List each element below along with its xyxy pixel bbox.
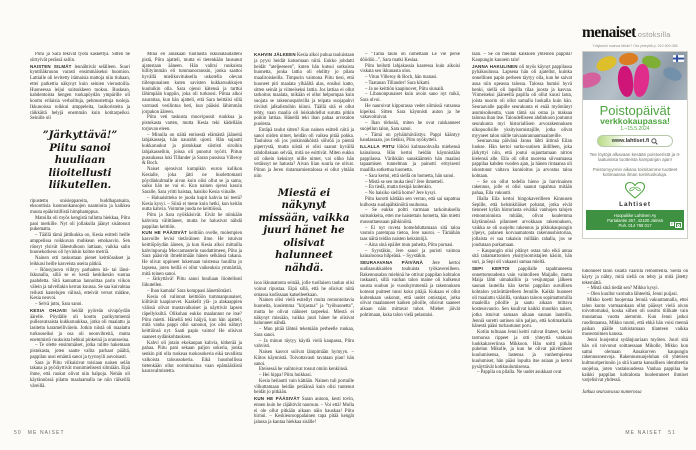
paragraph-text: – Mistä sinä tiedät sen? Mikko kysyi. <box>587 286 659 292</box>
paragraph-text: Piitu kurotti kättään sen verran, että sai napattua kulhosta suolapähkinöitä suuhunsa. <box>360 196 460 208</box>
body-paragraph <box>30 216 130 233</box>
body-paragraph <box>142 196 242 213</box>
paragraph-text: ripustettu unisieppareita, buddhapatsaita, eksoottisia luonnonkansojen naamioita ja kaikkea muuta epäkristillistä himphamppua. <box>30 198 130 215</box>
body-paragraph <box>360 104 460 121</box>
body-paragraph <box>360 92 460 104</box>
paragraph-text: – Olen kuullut varmalta lähteeltä, Jenni puijasi. <box>587 292 678 297</box>
to-be-continued-note: Jatkuu seuraavassa numerossa <box>582 390 642 395</box>
body-paragraph <box>472 52 572 64</box>
paragraph-text: – Taatanan Tillander! Sara kikatti. <box>365 80 431 86</box>
paragraph-text: – Ei nyt ruveta homehduttamaan sitä taloa vastoin parempaa tietoa, Jere nauroi. – Tämähän taas näitä teidän naisten keksintöjä. <box>360 225 460 242</box>
paragraph-text: – Se on ollut todella hieno ja harvinainen rakennus, jolle ei olisi saanut tapahtua mitään pahaa, Eila vakuutti. <box>472 179 572 196</box>
body-paragraph <box>142 213 242 230</box>
paragraph-text: isoa ikkunatonta seinää, jolle tuollaisen taulun olisi voinut ripustaa. Eipä sillä, että he olisivat niitä omassa kodissaan katselleetkaan. <box>254 281 354 298</box>
paragraph-text: löhösi kulmasohvalla miehensä kainalossa. Hän kertoi heidän käynnistään pappilassa. Värikkäin sanakääntein hän maalasi tapaamisen tunnelman ja painotti erityisesti maalilla sotkettua huonetta. <box>360 145 460 173</box>
body-paragraph <box>254 52 354 128</box>
paragraph-text: Piitu ja Sara tekivät työtä käskettyä. Sitten he siirtyivät perässä saliin. <box>30 52 130 63</box>
paragraph-text: Eteisessä he vaihtoivat tossut omiin kenkiinsä. <box>259 367 349 373</box>
page-footer-right <box>619 430 676 436</box>
body-paragraph <box>142 277 242 289</box>
paragraph-text: – Ja minun täytyy käydä vielä kaupassa, Piitu vahvisti. <box>254 338 354 350</box>
body-paragraph <box>254 396 354 424</box>
instagram-icon[interactable] <box>675 222 682 229</box>
pull-quote: Miestä ei näkynyt missään, vaikka juuri hänet he olisivat halunneet nähdä. <box>258 186 350 274</box>
section-lead-in: NAISTEN SILMÄT <box>30 63 72 69</box>
body-paragraph <box>30 199 130 216</box>
masthead-brand: menaiset <box>582 24 636 41</box>
body-paragraph <box>360 260 460 319</box>
paragraph-text: Naiset ojensivat kumpikin euron kolikon Kesialle, joka jätti ne huolettomasti pöydänkulmalle aivan kuin olisi ollut se ja sama, saiko hän ne vai ei. Kun nainen ojensi kassin Saralle, Sara yritti haistaa, haisiko Kesia viinalle. <box>142 167 242 195</box>
paragraph-text: tuhonneet talon sisältä väärillä remonteilla. Siellä on käyty ja nähty, mitä siellä on tehty ja mitä jätetty tekemättä. <box>582 269 688 286</box>
paragraph-text: Seuraavana päivänä Janna lähti äitinsä Eilan luokse. Hän kertoi surku-uutisen äidilleen, joka järkyttyi niin, että joutui sujauttamaan nitron kielensä alle. Eila oli ollut nuorena siivoamassa pappilaa kahden vuoden ajan, ja hänen rintaansa oli iskostunut valtava kunnioitus ja arvostus taloa kohtaan. <box>472 139 572 179</box>
ad-headline: Poistopäivät <box>599 103 671 118</box>
section-lead-in: JANNA HAKULINEN <box>472 63 518 69</box>
felt-shoes-photo <box>583 52 687 100</box>
paragraph-text: Jere kertoi uudisasukkaiden touhuista työkavereilleen. Rakennusalan miehinä he ottivat pappilan kohtalon raskaasti, sillä vanhan talon maine oli kulkenut suusta suuhun jo vuosikymmeniä ja rakennuksen komeat puitteet tunsi koko pitäjä. Kukaan ei ollut kuitenkaan uskonut, että uudet omistajat, jotka olivat maalanneet kaiken piloille, olisivat saaneet aikaan näin mittavat tuhot. Miehet jäivät pohtimaan, kuka talon vielä pelastaisi. <box>360 261 460 318</box>
body-paragraph <box>360 133 460 145</box>
magazine-brand: ME NAISET <box>27 430 65 436</box>
body-paragraph <box>142 295 242 341</box>
paragraph-text: – Ja ne keittiön kaapinovet, Piitu siunaili. <box>365 86 445 92</box>
ad-section-masthead <box>582 24 688 43</box>
body-paragraph <box>30 233 130 256</box>
ad-url-text: www.lahtiset.fi <box>611 138 650 144</box>
body-paragraph <box>360 52 460 64</box>
section-lead-in: KAHVIN JÄLKEEN <box>254 52 296 57</box>
paragraph-text: – Aina sinä epäilet mun puheita, Piitu purnasi. <box>365 242 454 248</box>
paragraph-text: – Kaupungin olisi pitänyt ostaa talo eikä antaa sitä taitamattomien yksityisomistajien käsiin, hän suri, ja Sepi oli vakaasti samaa mieltä. <box>472 248 572 265</box>
paragraph-text: – Ihan kamala! Sara komppasi äänettömästi. <box>147 288 232 294</box>
section-lead-in: SEURAAVANA PÄIVÄNÄ <box>360 260 423 265</box>
body-paragraph <box>582 269 688 286</box>
paragraph-text: – Pappila on pilalla. Ne uudet asukkaat ovat <box>477 370 562 376</box>
paragraph-text: – Täällä tämä jättikukka on, Kesia esitteli heille amppelissa roikkuvan muhkean emokasvin. Sen rönsyt ylsivät lähestulkoon lattiaan, vaikka salin huonekorkeus oli hyvinkin kolme metriä. <box>30 233 130 256</box>
finnish-flag-icon <box>673 55 684 62</box>
paragraph-text: – Minulla on näitä entisestä elämästä jääneitä lahjakasseja, hän naurahti ujosti. Hän sujautti kukkaruukut ja pistokkaat siististi siroihin lahjakasseihin, joissa oli punotut nyörit. Piitun pussukassa luki Tillander ja Saran pussissa Villeroy & Boch. <box>142 132 242 167</box>
paragraph-text: – Hei hippa! Piitu huikkasi. <box>259 373 312 378</box>
paragraph-text: Saran autoon, kesti tovin, ennen kuin he räjähtivät nauruun. – Voi että! Mulla ei ole ollut pitkään aikaan näin hauskaa! Piitu hirnui. – Keskieurooppalainen tapa pitää kengät jalassa ja kantaa hiekkaa sisälle! <box>254 397 354 424</box>
body-paragraph <box>472 180 572 197</box>
paragraph-text: Kesia oli valinnut keittiöön tummanpunaiset, kiiltävät kaapinovet. Kaakelit ylä- ja alakaappien välissä olivat mustavalkoiset ja näyttivät lapsen räpellyksiltä. Olikohan eukko maalannut ne itse? Piitu mietti. Hänellä teki häijyä, kun hän ajatteli, mitä vanha pappi olisi sanonut, jos olisi nähnyt keittiönsä nyt. Saati papin vaimo! He olisivat saaneet sydänkohtauksen. <box>142 294 242 340</box>
section-lead-in: KESIA OHJASI <box>30 307 67 313</box>
right-column-1 <box>360 52 460 424</box>
body-paragraph <box>360 64 460 76</box>
paragraph-text: – Selvä juttu, Sara sanoi. <box>35 302 83 307</box>
body-paragraph <box>360 226 460 243</box>
page-number: 51 <box>668 430 676 436</box>
paragraph-text: – En tiedä, mutta tiesipä kuitenkin. <box>365 185 433 191</box>
paragraph-text: Piitu ja Sara nyökkäsivät. Eivät he niinkään kahvista välittäneet, mutta he halusivat nähdä pappilan keittiön. <box>142 213 242 230</box>
paragraph-text: heidät pyöreän sivupöydän äärelle. Pöydälle oli koottu parikymmentä pulleavatsaista kukkaruukkua, jotka oli maalattu ja lasitettu karamellivärein. Jotkin niistä oli maalattu turkooseiksi ja osa oli neonvihreitä, mutta enemmistö ruukuista hehkui pinkeinä ja oransseina. <box>30 308 130 343</box>
search-icon <box>651 138 658 145</box>
paragraph-text: keittiön ovelle, molempien kasvoille levisi tietäväinen ilme. He istuivat keittiöpöydän ääreen, ja kun Kesia alkoi mittailla kahvinpuruja Moccamasterin suodattimeen, Piitu ja Sara pääsivät ilmehtimään hänen selkänsä takana. He olivat oppineet lukemaan toistensa huulilta jo lapsena, joten heillä ei ollut vaikeuksia ymmärtää, mitä toinen sanoi. <box>142 231 242 277</box>
body-paragraph <box>582 298 688 338</box>
paragraph-text: Piitu heilutti lahjakassia kaaressa kuin aikoisi viskata sen ikkunasta ulos. <box>360 63 460 75</box>
magenta-felt-boot <box>617 66 634 98</box>
pink-slipper <box>583 70 603 90</box>
body-paragraph <box>142 230 242 277</box>
yellow-clog <box>594 53 618 73</box>
paragraph-text: – Te olette ensimmäiset, jotka tulitte hakemaan pistokasta, joten saatte valita parhaat päältä, pappilan uusi emäntä sanoi ja tyynnyili auvoisasti. <box>30 343 130 360</box>
body-paragraph <box>142 167 242 196</box>
ad-contact-line: Yrityksesi mainos tähän? Ota yhteyttä p. 010 600 085 <box>592 44 678 48</box>
left-column-2 <box>142 52 242 424</box>
body-paragraph <box>30 52 130 64</box>
advertisement[interactable] <box>582 51 688 239</box>
paragraph-text: – No haisiko siellä home? Jere kysyi. <box>365 191 437 196</box>
body-paragraph <box>254 281 354 298</box>
paragraph-text: He nauroivat kippurassa vedet silmissä vatsansa kipeiksi. Sitten Sara käynnisti auton ja he vakavoituivat. <box>360 103 460 121</box>
paragraph-text: Nainen otti taskustaan pienet keittiösakset ja leikkasi heille kasveista useita pätkiä. <box>30 256 130 267</box>
paragraph-text: – Mistä se sen muka tiesi? Jere ihmetteli. <box>365 179 444 185</box>
body-paragraph <box>472 64 572 140</box>
advertiser-phone: Puh. 014 768 017 <box>618 222 652 228</box>
body-paragraph <box>472 139 572 179</box>
paragraph-text: Kesia alkoi puhua tauluistaan ja pyysi heidät katsomaan niitä. Eukko johdatti heidät ”ateljeeseen”, kuten hän kutsui sotkuista huonetta, jonka lattia oli ehditty jo pilata maaliroiskeilla. Timpurin vaimona Piitu tiesi, että huoneet piti maalata ylhäältä alas, ensiksi katto, sitten seinät ja viimeiseksi lattia. Jos lattiaa ei ollut tarkoitus maalata, mikään ei ollut helpompaa kuin suojata se rakennuspahvilla ja teipata suojapahvi tiiviisti jalkalistoihin kiinni. Täällä sitä ei ollut tehty, vaan maalia oli loiskahdellut surutta pitkin poikin lattiaa. Hänellä teki ihan pahaa arvotalon puolesta. <box>254 53 354 127</box>
body-paragraph <box>360 249 460 261</box>
ad-body-text: Poistomyynnin aikana toimitamme tuotteet kotimaassa ilman toimituskuluja. <box>592 166 678 178</box>
body-paragraph <box>360 144 460 174</box>
paragraph-text: Naisen kasvot sulivat lämpimään hymyyn. – Kiitos käynnistä. Toivottavasti tavataan pian! hän sanoi. <box>254 350 354 367</box>
paragraph-text: – Järkyttävä! Piitu sanoi huuliaan liioitellusti liikutellen. <box>142 277 242 288</box>
paragraph-text: – Libanonpunaiset kuin avoin sano nyt mikä, Sara ulvoi. <box>360 92 460 103</box>
body-paragraph <box>30 268 130 303</box>
paragraph-text: – Syystäkin, Jere sanoi ja puristi vaimoa kainaloonsa hilpeänä. – Syystäkin. <box>360 248 460 260</box>
paragraph-text: Minä en ainakaan tuollaista ikkunalaudalleni pistä, Piitu ajatteli, mutta ei tietenkään lausunut ajatustaan ääneen. Hän valitsi ruukuista hillityimmän eli tummanoranssin, jonka saattoi hyvällä mielikuvituksella uskotella olevan tiilenpunainen kuten savisten kukkaruukkujen kuuluikin olla. Sara ojensi kätensä ja tarttui lähimpään kuppiin, joka oli turkoosi. Piitua alkoi naurattaa, kun hän ajatteli, että Sara heittäisi sillä varmasti vesilintua heti, kun pääsisi lähimmän jorpakon ääreen. <box>142 52 242 115</box>
body-paragraph <box>472 330 572 370</box>
paragraph-text: Matoilla oli myös kengistä tullutta hiekkaa, Piitu pani merkille. Nyt oli jollakulla jäänyt sisätossut pukematta. <box>30 215 130 233</box>
body-paragraph <box>30 256 130 268</box>
section-lead-in: ILLALLA PIITU <box>360 144 395 149</box>
body-paragraph <box>142 133 242 168</box>
body-paragraph <box>30 64 130 123</box>
body-paragraph <box>472 266 572 330</box>
section-lead-in: SEPI KERTOI <box>472 265 510 271</box>
paragraph-text: Mikko koetti huojentaa Jenniä vakuuttamalla, ettei talon kunto varmaankaan ollut päässyt vielä aivan toivottomaksi, koska siihen oli uusittu tiilikate vain muutamaa vuotta aiemmin. Kun Jenni jatkoi ruodintaansa, Mikko tuumi, että ehkä hän voisi mennä paikan päälle tarkistamaan tilanteen vaikka museotoimen kanssa. <box>582 297 688 338</box>
ad-subheadline: verkkokaupassa! <box>600 116 670 126</box>
advertiser-name: Huopaliike Lahtinen Ay <box>613 212 657 218</box>
paragraph-text: Kotiin tultuaan Jenni keitti vahvat iltateet, keräsi tarmonsa rippeet ja otti yhteyttä vanhaan luokkakaveriinsa Mikkoon. Hän soitti pitkän puhelun Mikolle, ja kun he olivat päivittäneet kuulumisensa, lastensa ja vanhempiensa kuulumiset, hän pääsi lopulta itse asiaan ja kertoi pysäyttävät kotikuulumisensa. <box>472 330 572 370</box>
left-column-3 <box>254 52 354 424</box>
pull-quote: ”Järkyttävä!” Piitu sanoi huuliaan liioitellusti liikutellen. <box>42 129 118 191</box>
paragraph-text: lennähtivät selälleen. Suuri kynttiläkruunu varasti ensimmäiseksi huomion. Lattialle oli levitetty itämaisia mattoja niin tiuhaan, ettei parkettia näkynyt kuin seinien vierustoilla. Huoneessa leijui suitsukkeen tuoksu. Ruskean, kahdentoista hengen ruokapöydän ympärille oli koottu erilaisia verhoiltuja, pehmustettuja tuoleja. Ikkunoissa roikkui amppeleita, lasikoristeita ja räikkäitä helyjä enemmän kuin kotitarpeiksi. Seinille oli <box>30 64 130 122</box>
section-lead-in: KUN HE PÄÄSIVÄT <box>142 230 187 236</box>
paragraph-text: Illalla Eila kertoi bingokaverilleen Kinnusen Sepille, että helsinkiläiset pohatat, jotka eivät tienneet kylän historiasta eivätkä vanhojen talojen remontoinnista mitään, olivat kuulemma käytännössä pilanneet arvokkaan rakennuksen, vaikka se oli suojeltu rakennus ja pikkukaupungin ylpeys, palanen korvaamatonta rakennushistoriaa, jollaista ei saa takaisin millään rahalla, jos se joudutaan purkamaan. <box>472 196 572 248</box>
body-paragraph <box>254 128 354 180</box>
body-paragraph <box>360 208 460 225</box>
magenta-felt-boot <box>633 63 651 97</box>
heart-logo-icon <box>583 181 687 200</box>
magazine-brand: ME NAISET <box>625 430 663 436</box>
paragraph-text: – Mun pitää lähteä tekemään perheelle ruokaa, Sara sanoi. <box>254 327 354 338</box>
body-paragraph <box>472 197 572 249</box>
page-footer-left <box>14 430 71 436</box>
paragraph-text: taan. – Se on meidän kaikkien yhteinen pappila! Kaupungin kaunein talo! <box>472 52 572 63</box>
section-lead-in: KUN HE PÄÄSIVÄT <box>254 396 300 401</box>
body-paragraph <box>472 370 572 376</box>
body-paragraph <box>142 115 242 132</box>
paragraph-text: Kahvi oli jotain ekokaupan kahvia, kitkerää ja pahaa. Piitu pani sekaan paljon sokeria, jonka senkin piti olla ruskeaa ruokosokeria eikä tavallista valkoista taloussokeria. Eikä huushollissa tietenkään ollut normimaitoa vaan epämääräistä kauravalmistetta. <box>142 340 242 375</box>
body-paragraph <box>360 121 460 133</box>
ad-campaign-dates: 1.–15.5.2024 <box>620 126 650 132</box>
orange-clog <box>618 52 638 66</box>
body-paragraph <box>360 197 460 209</box>
paragraph-text: Jenni huojentui sydänjuuriaan myöten. Juuri sitä hän oli toivonut soittaessaan Mikolle, Mikko kun sattui olemaan Ansakorven kaupungin rakennusneuvoja. Rakennussuojeluhan oli yhteisen kulttuuriperinnön ja sitä kautta kansallisen identiteetin suojelua, joten vastaisuudessa Vanhaa pappilaa he kaikki pappilan kohtalosta huolestuneet ihmiset varjelisivat yhdessä. <box>582 338 688 384</box>
right-column-2 <box>472 52 572 424</box>
ad-url-button[interactable] <box>597 135 673 147</box>
paragraph-text: Nainen olisi vielä esitellyt muita remontoitavia huoneita, kuulemma ”kirjastoa” ja ”työhuonetta”, mutta he olivat nähneet tarpeeksi. Miestä ei näkynyt missään, vaikka juuri hänet he olisivat halunneet nähdä. <box>254 298 354 327</box>
masthead-suffix: ostoksilla <box>637 30 671 39</box>
paragraph-text: Piitu veti taskusta muovipussit ruukkua ja pistokasta varten, mutta Kesia teki kädellään torjuvan eleen. <box>142 115 242 132</box>
body-paragraph <box>254 327 354 339</box>
body-paragraph <box>30 308 130 344</box>
body-paragraph <box>582 338 688 384</box>
social-icons <box>670 222 682 229</box>
paragraph-text: – Tämä on pyhäinhäväistys. Pappi kääntyy haudassaan, jos tietäisi, Piitu nyökytteli. <box>360 132 460 144</box>
advertiser-logo-text: Lahtiset <box>619 200 651 208</box>
paragraph-text: Kesia heilautti vain kättään. Nainen tuli portaille vilkuttamaan heidän peräänsä kuin olisi tuntenut heidät jo pitkään. <box>254 378 354 396</box>
paragraph-text: – ”Tämä taulu on nimeltään Le vie perse döödöö...”, Sara matki Kesiaa. <box>360 52 460 63</box>
body-paragraph <box>472 249 572 266</box>
body-paragraph <box>30 361 130 390</box>
paragraph-text: – Se eukko poltti varmaan tarkoituksella suitsukkeita, ettei me haistettais hometta, hän mietti mussuttaessaan pähkinöitä. <box>360 208 460 225</box>
paragraph-text: pappilalle tapahtuneesta onnettomuudesta vain vaimolleen Maijalle, mutta Maija lähti uimahalliin ja vesijumpan jälkeen saunan lauteilla hän kertoi pappilan surullisen kohtalon ystävättärelleen Jennille. Kaikki huoneet oli maalattu väärillä, vanhaan taloon sopimattomilla maaleilla piloille ja saatu aikaan mittava kosteusvaurio. Sen kuulivat kaikki muutkin naiset, jotka istuivat samaan aikaan saunan lauteilla. Jenniä suretti uutinen niin paljon, että kotimatkalla hänestä pääsi turhautunut poru. <box>472 266 572 330</box>
paragraph-text: oli myös käynyt pappilassa pyhäkoulussa. Lapsena hän oli ajatellut, kuinka onnellinen papin perheen täytyy olla, kun he saivat asua niin upeassa talossa. Talossa humisi hyvä henki, siellä oli lapsilla tilaa juosta ja kasvaa. Viimeiseksi jääneellä papilla oli ollut kuusi lasta, joista nuorin oli ollut samalla luokalla kuin hän. Seuraavalle papille seurakunta ei enää myöntänyt asumisoikeutta, vaan tämä sai ostaa ja maksaa talonsa ihan itse. Taloudelliseen ahdinkoon joutunut seurakunta myi historiallisen arvorakennuksen ulkopuolisille yksityisomistajille, jotka olivat myyneet talon näille taivaanrannanmaalareille. <box>472 64 572 139</box>
ad-sidebar <box>582 24 688 421</box>
body-paragraph <box>254 379 354 396</box>
paragraph-text: – Rönsyjuova viihtyy parhaiten itä- tai länsi-ikkunalla, sillä se ei kestä keskikesän suoraa paahdetta. Sitä kannattaa lannoittaa parin viikon välein ja talvellakin kerran kuussa. Se saa kuivahtaa reilusti kastelujen välissä, etteivät versot mätäne, Kesia neuvoi. <box>30 267 130 302</box>
body-paragraph <box>30 343 130 360</box>
page-number: 50 <box>14 430 22 436</box>
facebook-icon[interactable]: f <box>671 221 673 226</box>
body-paragraph <box>254 339 354 351</box>
paragraph-text: – Sara kertoi, että siellä on hometta, hän sanoi. <box>365 173 455 179</box>
body-paragraph <box>254 350 354 367</box>
right-column-3 <box>582 269 688 421</box>
paragraph-text: Sara ja Piitu vilkaisivat toisiaan naisen selän takana ja pyöräyttivät monimielisesti silmiään. Eipä ihme, että ruukut olivat niin halpoja. Nehän oli käytännössä pilattu maalaamalla ne niin räikeillä väreillä. <box>30 360 130 389</box>
paragraph-text: – Ihan törkeää, miten he ovat raiskanneet suojellun talon, Sara sanoi. <box>360 121 460 132</box>
body-paragraph <box>254 298 354 327</box>
ad-address-bar <box>586 210 684 230</box>
paragraph-text: Entäpä taulut sitten? Kun nainen esitteli niitä ja sanoi niiden nimet, heidän oli vaikea pitää pokka. Tauluissa oli jos jonkinnäköistä söhröä ja pientä piperrystä, mutta niistä ei olisi saanut hyvällä tahdollakaan selvää, mitä ne esittivät. Miten eukko oli oikein keksinyt niille nimet, vai oliko hän vetäissyt ne hatusta? Aivan liian suuria ne olivat. Piitun ja Jeren rintamamiestalossa ei ollut yhtään niin <box>254 127 354 179</box>
left-column-1 <box>30 52 130 424</box>
body-paragraph <box>142 52 242 115</box>
ad-body-text: Tee löytöjä alkavaan kesään poistoeristä ja II-laatuisista tuotteista kampanjan ajan! <box>589 151 681 162</box>
blue-clog <box>661 65 683 83</box>
paragraph-text: – Vitun Villeroy & Boch, hän manasi. <box>365 75 438 80</box>
body-paragraph <box>142 341 242 376</box>
paragraph-text: – Haluaisitteko te juoda kupit kahvia tai teetä? Kesia kysyi. – Siinä ei mene kuin hetki, kun keitän uutta kahvia. Voimme juoda ne keittiössä. <box>142 195 242 213</box>
advertiser-street: Partalantie 267, 42100 Jämsä <box>607 217 663 223</box>
